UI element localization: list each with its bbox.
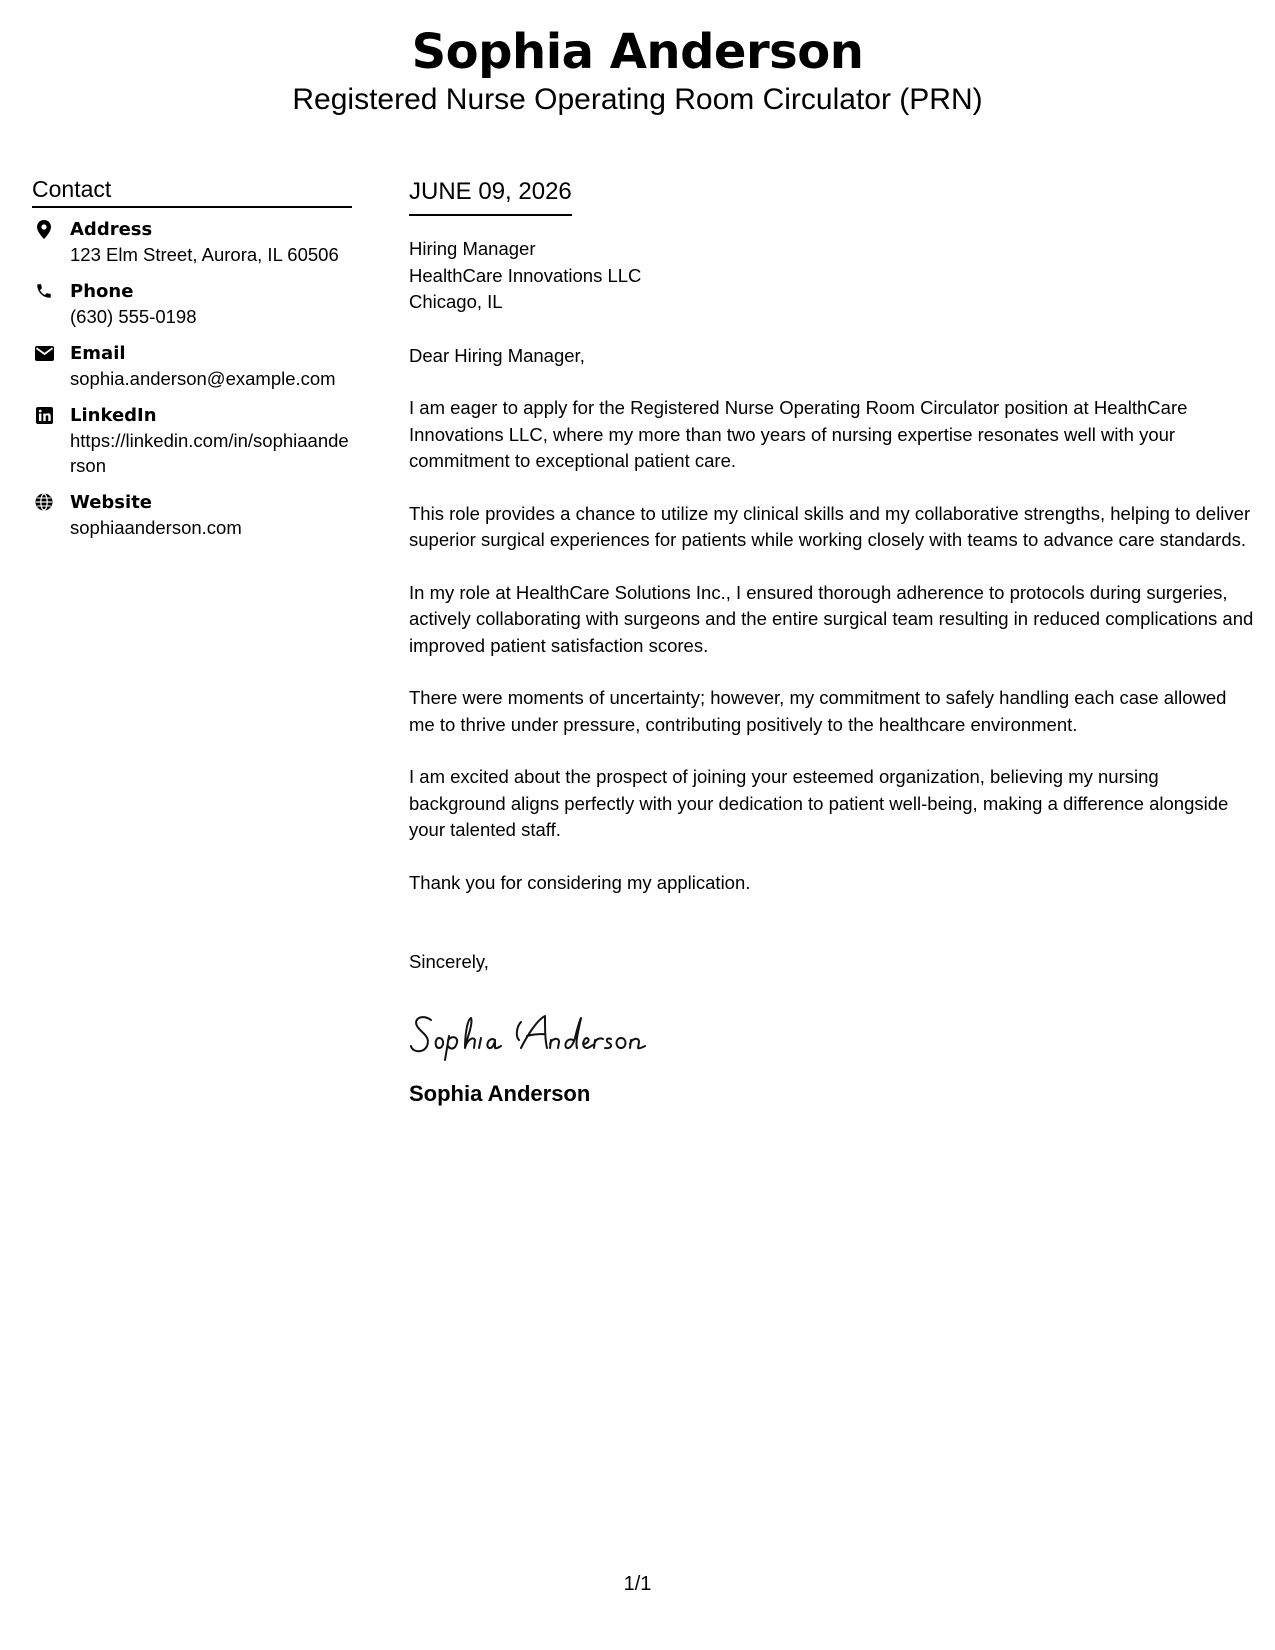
letter-date: JUNE 09, 2026	[409, 176, 572, 216]
map-pin-icon	[34, 220, 54, 240]
contact-label: LinkedIn	[70, 405, 157, 426]
letter-header	[0, 22, 1275, 118]
job-title: Registered Nurse Operating Room Circulator (PRN)	[292, 83, 983, 116]
contact-item-email	[32, 342, 352, 391]
recipient-location: Chicago, IL	[409, 291, 503, 312]
linkedin-value[interactable]: https://linkedin.com/in/sophiaanderson	[70, 430, 349, 476]
paragraph: Thank you for considering my application.	[409, 871, 751, 893]
handwritten-signature	[409, 1006, 1254, 1066]
letter-body	[409, 176, 1254, 1108]
recipient-line: Hiring Manager	[409, 238, 536, 259]
linkedin-icon	[34, 406, 54, 426]
contact-label: Website	[70, 492, 153, 513]
contact-item-phone	[32, 280, 352, 329]
address-value: 123 Elm Street, Aurora, IL 60506	[70, 244, 339, 265]
contact-heading: Contact	[32, 174, 352, 208]
globe-icon	[34, 493, 54, 513]
contact-list	[32, 218, 352, 540]
contact-sidebar	[32, 174, 352, 553]
contact-label: Address	[70, 219, 153, 240]
email-value: sophia.anderson@example.com	[70, 368, 336, 389]
salutation: Dear Hiring Manager,	[409, 344, 585, 366]
paragraph: There were moments of uncertainty; however, my commitment to safely handling each case allowed me to thrive under pressure, contributing positively to the healthcare environment.	[409, 687, 1227, 735]
envelope-icon	[34, 344, 54, 364]
recipient-block	[409, 236, 1254, 316]
contact-label: Email	[70, 343, 126, 364]
contact-item-website	[32, 491, 352, 540]
contact-label: Phone	[70, 281, 134, 302]
recipient-company: HealthCare Innovations LLC	[409, 264, 642, 286]
phone-icon	[34, 282, 54, 302]
website-value[interactable]: sophiaanderson.com	[70, 517, 242, 538]
applicant-name: Sophia Anderson	[411, 24, 864, 80]
closing: Sincerely,	[409, 951, 489, 972]
paragraph: I am excited about the prospect of joining your esteemed organization, believing my nursing background aligns perfectly with your dedication to patient well-being, making a difference alongside your talented staff.	[409, 766, 1229, 840]
contact-item-linkedin	[32, 404, 352, 478]
paragraph: This role provides a chance to utilize my clinical skills and my collaborative strengths, helping to deliver superior surgical experiences for patients while working closely with teams to advance care standards.	[409, 502, 1251, 550]
phone-value: (630) 555-0198	[70, 306, 197, 327]
paragraph: In my role at HealthCare Solutions Inc., I ensured thorough adherence to protocols during surgeries, actively collaborating with surgeons and the entire surgical team resulting in reduced complications and improved patient satisfaction scores.	[409, 581, 1254, 656]
contact-item-address	[32, 218, 352, 267]
signer-name: Sophia Anderson	[409, 1080, 591, 1106]
paragraph: I am eager to apply for the Registered Nurse Operating Room Circulator position at HealthCare Innovations LLC, where my more than two years of nursing expertise resonates well with your commitment to exceptional patient care.	[409, 397, 1188, 471]
page-number: 1/1	[623, 1573, 652, 1595]
